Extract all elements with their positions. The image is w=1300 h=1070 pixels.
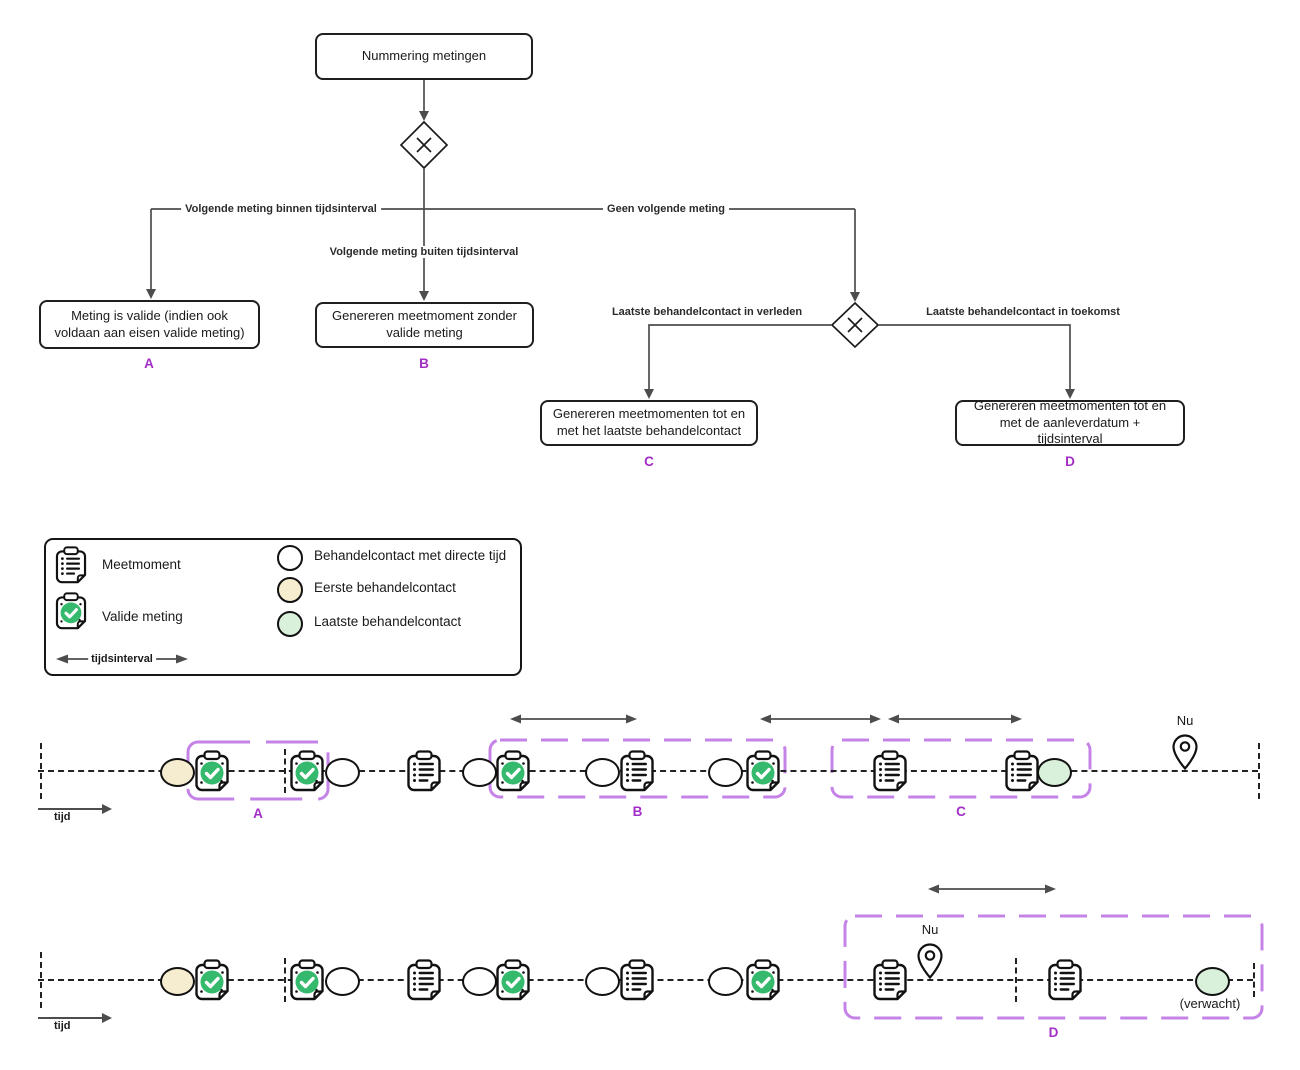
- legend-meetmoment-label: Meetmoment: [102, 557, 181, 572]
- nu-pin-icon: [916, 942, 944, 980]
- tijd-axis-arrowhead: [102, 1013, 112, 1023]
- valide-meting-icon: [286, 957, 328, 1003]
- tijdsinterval-arrow: [928, 883, 1056, 895]
- legend-tijdsinterval-label: tijdsinterval: [88, 652, 156, 666]
- behandelcontact-circle: [708, 758, 743, 787]
- valide-meting-icon: [286, 748, 328, 794]
- node-start-text: Nummering metingen: [361, 48, 487, 64]
- tijd-axis-label: tijd: [54, 811, 71, 823]
- laatste-behandelcontact-circle: [1037, 758, 1072, 787]
- meetmoment-icon: [616, 748, 658, 794]
- edge-label-verleden: Laatste behandelcontact in verleden: [608, 306, 806, 318]
- edge-label-geen-volgende-meting: Geen volgende meting: [603, 203, 729, 215]
- valide-meting-icon: [742, 957, 784, 1003]
- behandelcontact-circle: [585, 967, 620, 996]
- valide-meting-icon: [191, 748, 233, 794]
- behandelcontact-circle: [708, 967, 743, 996]
- timeline-edge-mark: [40, 952, 42, 1008]
- node-label-d: D: [1065, 454, 1075, 469]
- node-c-text: Genereren meetmomenten tot en met het laatste behandelcontact: [552, 406, 746, 438]
- edge-label-toekomst: Laatste behandelcontact in toekomst: [922, 306, 1124, 318]
- node-label-c: C: [644, 454, 654, 469]
- timeline-edge-mark: [1258, 743, 1260, 799]
- legend-valide-label: Valide meting: [102, 609, 183, 624]
- interval-separator: [1015, 958, 1017, 1002]
- behandelcontact-circle: [325, 967, 360, 996]
- region-label: D: [1048, 1025, 1059, 1040]
- timeline-edge-mark: [1253, 963, 1255, 997]
- behandelcontact-circle: [325, 758, 360, 787]
- tijdsinterval-arrow: [888, 713, 1022, 725]
- tijd-axis-label: tijd: [54, 1020, 71, 1032]
- meetmoment-icon: [616, 957, 658, 1003]
- meetmoment-icon: [869, 748, 911, 794]
- edge-label-buiten-tijdsinterval: Volgende meting buiten tijdsinterval: [326, 246, 523, 258]
- tijd-axis-line: [38, 808, 104, 810]
- verwacht-label: (verwacht): [1179, 996, 1241, 1011]
- meetmoment-icon: [403, 957, 445, 1003]
- region-label: A: [253, 806, 263, 821]
- meetmoment-icon: [869, 957, 911, 1003]
- nu-label: Nu: [921, 922, 939, 937]
- region-label: B: [632, 804, 643, 819]
- region-label: C: [956, 804, 966, 819]
- valide-meting-icon: [492, 957, 534, 1003]
- node-d-text: Genereren meetmomenten tot en met de aanleverdatum + tijdsinterval: [973, 397, 1167, 447]
- node-b-text: Genereren meetmoment zonder valide meting: [332, 308, 517, 340]
- tijdsinterval-arrow: [510, 713, 637, 725]
- legend-laatste-label: Laatste behandelcontact: [314, 614, 462, 629]
- tijd-axis-line: [38, 1017, 104, 1019]
- meetmoment-icon: [1044, 957, 1086, 1003]
- timeline-edge-mark: [40, 743, 42, 799]
- eerste-behandelcontact-circle: [160, 967, 195, 996]
- nu-pin-icon: [1171, 733, 1199, 771]
- valide-meting-icon: [191, 957, 233, 1003]
- node-label-a: A: [144, 356, 154, 371]
- node-label-b: B: [419, 356, 429, 371]
- nu-marker: [1170, 713, 1200, 776]
- edge-label-binnen-tijdsinterval: Volgende meting binnen tijdsinterval: [181, 203, 381, 215]
- tijd-axis-arrowhead: [102, 804, 112, 814]
- node-a-text: Meting is valide (indien ook voldaan aan eisen valide meting): [54, 307, 245, 340]
- laatste-behandelcontact-verwacht-circle: [1195, 967, 1230, 996]
- nu-label: Nu: [1176, 713, 1194, 728]
- behandelcontact-circle: [585, 758, 620, 787]
- legend-behandelcontact-label: Behandelcontact met directe tijd: [314, 548, 507, 563]
- nu-marker: [915, 922, 945, 985]
- valide-meting-icon: [742, 748, 784, 794]
- meetmoment-icon: [403, 748, 445, 794]
- legend-eerste-label: Eerste behandelcontact: [314, 580, 456, 595]
- tijdsinterval-arrow: [760, 713, 881, 725]
- eerste-behandelcontact-circle: [160, 758, 195, 787]
- valide-meting-icon: [492, 748, 534, 794]
